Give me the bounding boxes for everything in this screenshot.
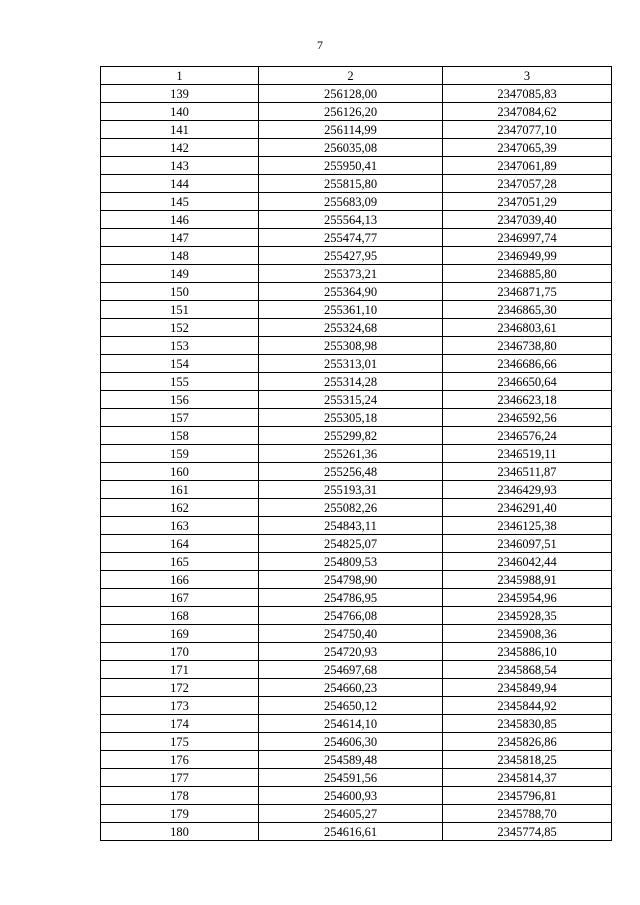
y-coordinate-cell: 2346803,61 xyxy=(443,319,612,337)
y-coordinate-cell: 2346592,56 xyxy=(443,409,612,427)
table-row xyxy=(101,103,612,121)
column-header-2: 2 xyxy=(259,67,443,85)
table-row xyxy=(101,481,612,499)
x-coordinate-cell: 254606,30 xyxy=(259,733,443,751)
point-number-cell: 157 xyxy=(101,409,259,427)
x-coordinate-cell: 254614,10 xyxy=(259,715,443,733)
x-coordinate-cell: 255364,90 xyxy=(259,283,443,301)
x-coordinate-cell: 254697,68 xyxy=(259,661,443,679)
table-row xyxy=(101,805,612,823)
table-row xyxy=(101,697,612,715)
x-coordinate-cell: 256035,08 xyxy=(259,139,443,157)
point-number-cell: 169 xyxy=(101,625,259,643)
y-coordinate-cell: 2345788,70 xyxy=(443,805,612,823)
y-coordinate-cell: 2346650,64 xyxy=(443,373,612,391)
table-header-row xyxy=(101,67,612,85)
column-header-1: 1 xyxy=(101,67,259,85)
x-coordinate-cell: 255082,26 xyxy=(259,499,443,517)
point-number-cell: 176 xyxy=(101,751,259,769)
point-number-cell: 177 xyxy=(101,769,259,787)
x-coordinate-cell: 255815,80 xyxy=(259,175,443,193)
y-coordinate-cell: 2347077,10 xyxy=(443,121,612,139)
x-coordinate-cell: 255564,13 xyxy=(259,211,443,229)
point-number-cell: 148 xyxy=(101,247,259,265)
point-number-cell: 141 xyxy=(101,121,259,139)
x-coordinate-cell: 254591,56 xyxy=(259,769,443,787)
table-row xyxy=(101,355,612,373)
point-number-cell: 172 xyxy=(101,679,259,697)
table-row xyxy=(101,643,612,661)
point-number-cell: 179 xyxy=(101,805,259,823)
y-coordinate-cell: 2347051,29 xyxy=(443,193,612,211)
point-number-cell: 180 xyxy=(101,823,259,841)
point-number-cell: 156 xyxy=(101,391,259,409)
point-number-cell: 171 xyxy=(101,661,259,679)
table-row xyxy=(101,607,612,625)
point-number-cell: 149 xyxy=(101,265,259,283)
y-coordinate-cell: 2345908,36 xyxy=(443,625,612,643)
table-row xyxy=(101,715,612,733)
x-coordinate-cell: 256128,00 xyxy=(259,85,443,103)
point-number-cell: 144 xyxy=(101,175,259,193)
point-number-cell: 139 xyxy=(101,85,259,103)
point-number-cell: 154 xyxy=(101,355,259,373)
x-coordinate-cell: 254786,95 xyxy=(259,589,443,607)
x-coordinate-cell: 255308,98 xyxy=(259,337,443,355)
table-row xyxy=(101,121,612,139)
table-row xyxy=(101,769,612,787)
point-number-cell: 178 xyxy=(101,787,259,805)
y-coordinate-cell: 2345928,35 xyxy=(443,607,612,625)
point-number-cell: 155 xyxy=(101,373,259,391)
table-row xyxy=(101,301,612,319)
y-coordinate-cell: 2346997,74 xyxy=(443,229,612,247)
x-coordinate-cell: 255427,95 xyxy=(259,247,443,265)
y-coordinate-cell: 2346686,66 xyxy=(443,355,612,373)
table-row xyxy=(101,571,612,589)
point-number-cell: 140 xyxy=(101,103,259,121)
table-row xyxy=(101,247,612,265)
x-coordinate-cell: 255474,77 xyxy=(259,229,443,247)
point-number-cell: 142 xyxy=(101,139,259,157)
table-row xyxy=(101,787,612,805)
y-coordinate-cell: 2347065,39 xyxy=(443,139,612,157)
point-number-cell: 167 xyxy=(101,589,259,607)
x-coordinate-cell: 254600,93 xyxy=(259,787,443,805)
table-row xyxy=(101,445,612,463)
point-number-cell: 174 xyxy=(101,715,259,733)
page-number: 7 xyxy=(317,38,323,52)
y-coordinate-cell: 2345826,86 xyxy=(443,733,612,751)
x-coordinate-cell: 255950,41 xyxy=(259,157,443,175)
x-coordinate-cell: 255361,10 xyxy=(259,301,443,319)
table-row xyxy=(101,373,612,391)
y-coordinate-cell: 2347084,62 xyxy=(443,103,612,121)
point-number-cell: 160 xyxy=(101,463,259,481)
x-coordinate-cell: 256126,20 xyxy=(259,103,443,121)
table-row xyxy=(101,517,612,535)
x-coordinate-cell: 255324,68 xyxy=(259,319,443,337)
y-coordinate-cell: 2347061,89 xyxy=(443,157,612,175)
point-number-cell: 164 xyxy=(101,535,259,553)
point-number-cell: 147 xyxy=(101,229,259,247)
x-coordinate-cell: 255256,48 xyxy=(259,463,443,481)
y-coordinate-cell: 2347057,28 xyxy=(443,175,612,193)
table-row xyxy=(101,229,612,247)
x-coordinate-cell: 255193,31 xyxy=(259,481,443,499)
table-row xyxy=(101,85,612,103)
y-coordinate-cell: 2346576,24 xyxy=(443,427,612,445)
y-coordinate-cell: 2346871,75 xyxy=(443,283,612,301)
x-coordinate-cell: 254650,12 xyxy=(259,697,443,715)
table-row xyxy=(101,319,612,337)
point-number-cell: 173 xyxy=(101,697,259,715)
point-number-cell: 161 xyxy=(101,481,259,499)
x-coordinate-cell: 255305,18 xyxy=(259,409,443,427)
y-coordinate-cell: 2345796,81 xyxy=(443,787,612,805)
table-row xyxy=(101,661,612,679)
y-coordinate-cell: 2346519,11 xyxy=(443,445,612,463)
y-coordinate-cell: 2346097,51 xyxy=(443,535,612,553)
y-coordinate-cell: 2346042,44 xyxy=(443,553,612,571)
point-number-cell: 166 xyxy=(101,571,259,589)
column-header-3: 3 xyxy=(443,67,612,85)
table-row xyxy=(101,211,612,229)
x-coordinate-cell: 254660,23 xyxy=(259,679,443,697)
x-coordinate-cell: 255373,21 xyxy=(259,265,443,283)
table-row xyxy=(101,265,612,283)
table-row xyxy=(101,589,612,607)
y-coordinate-cell: 2346429,93 xyxy=(443,481,612,499)
table-row xyxy=(101,625,612,643)
y-coordinate-cell: 2346125,38 xyxy=(443,517,612,535)
table-row xyxy=(101,733,612,751)
x-coordinate-cell: 254616,61 xyxy=(259,823,443,841)
point-number-cell: 165 xyxy=(101,553,259,571)
x-coordinate-cell: 255683,09 xyxy=(259,193,443,211)
point-number-cell: 168 xyxy=(101,607,259,625)
point-number-cell: 145 xyxy=(101,193,259,211)
x-coordinate-cell: 254766,08 xyxy=(259,607,443,625)
point-number-cell: 175 xyxy=(101,733,259,751)
x-coordinate-cell: 255299,82 xyxy=(259,427,443,445)
y-coordinate-cell: 2345830,85 xyxy=(443,715,612,733)
table-row xyxy=(101,427,612,445)
y-coordinate-cell: 2346949,99 xyxy=(443,247,612,265)
table-row xyxy=(101,283,612,301)
x-coordinate-cell: 256114,99 xyxy=(259,121,443,139)
y-coordinate-cell: 2346623,18 xyxy=(443,391,612,409)
y-coordinate-cell: 2346885,80 xyxy=(443,265,612,283)
point-number-cell: 162 xyxy=(101,499,259,517)
point-number-cell: 159 xyxy=(101,445,259,463)
table-row xyxy=(101,337,612,355)
table-row xyxy=(101,139,612,157)
y-coordinate-cell: 2345954,96 xyxy=(443,589,612,607)
y-coordinate-cell: 2345886,10 xyxy=(443,643,612,661)
x-coordinate-cell: 254825,07 xyxy=(259,535,443,553)
x-coordinate-cell: 254750,40 xyxy=(259,625,443,643)
point-number-cell: 150 xyxy=(101,283,259,301)
table-row xyxy=(101,823,612,841)
point-number-cell: 158 xyxy=(101,427,259,445)
y-coordinate-cell: 2347039,40 xyxy=(443,211,612,229)
point-number-cell: 170 xyxy=(101,643,259,661)
table-row xyxy=(101,157,612,175)
x-coordinate-cell: 254809,53 xyxy=(259,553,443,571)
y-coordinate-cell: 2345988,91 xyxy=(443,571,612,589)
y-coordinate-cell: 2347085,83 xyxy=(443,85,612,103)
y-coordinate-cell: 2345868,54 xyxy=(443,661,612,679)
table-row xyxy=(101,535,612,553)
x-coordinate-cell: 254720,93 xyxy=(259,643,443,661)
table-row xyxy=(101,409,612,427)
y-coordinate-cell: 2345818,25 xyxy=(443,751,612,769)
point-number-cell: 143 xyxy=(101,157,259,175)
table-row xyxy=(101,499,612,517)
y-coordinate-cell: 2345774,85 xyxy=(443,823,612,841)
y-coordinate-cell: 2346291,40 xyxy=(443,499,612,517)
point-number-cell: 163 xyxy=(101,517,259,535)
coordinates-table xyxy=(100,66,612,841)
x-coordinate-cell: 255314,28 xyxy=(259,373,443,391)
x-coordinate-cell: 254589,48 xyxy=(259,751,443,769)
y-coordinate-cell: 2346511,87 xyxy=(443,463,612,481)
point-number-cell: 151 xyxy=(101,301,259,319)
table-row xyxy=(101,553,612,571)
point-number-cell: 153 xyxy=(101,337,259,355)
point-number-cell: 152 xyxy=(101,319,259,337)
x-coordinate-cell: 255315,24 xyxy=(259,391,443,409)
y-coordinate-cell: 2346738,80 xyxy=(443,337,612,355)
x-coordinate-cell: 254798,90 xyxy=(259,571,443,589)
table-row xyxy=(101,751,612,769)
y-coordinate-cell: 2346865,30 xyxy=(443,301,612,319)
table-row xyxy=(101,391,612,409)
table-row xyxy=(101,463,612,481)
table-row xyxy=(101,193,612,211)
x-coordinate-cell: 254843,11 xyxy=(259,517,443,535)
x-coordinate-cell: 254605,27 xyxy=(259,805,443,823)
point-number-cell: 146 xyxy=(101,211,259,229)
y-coordinate-cell: 2345849,94 xyxy=(443,679,612,697)
y-coordinate-cell: 2345814,37 xyxy=(443,769,612,787)
x-coordinate-cell: 255313,01 xyxy=(259,355,443,373)
table-row xyxy=(101,679,612,697)
y-coordinate-cell: 2345844,92 xyxy=(443,697,612,715)
table-row xyxy=(101,175,612,193)
x-coordinate-cell: 255261,36 xyxy=(259,445,443,463)
